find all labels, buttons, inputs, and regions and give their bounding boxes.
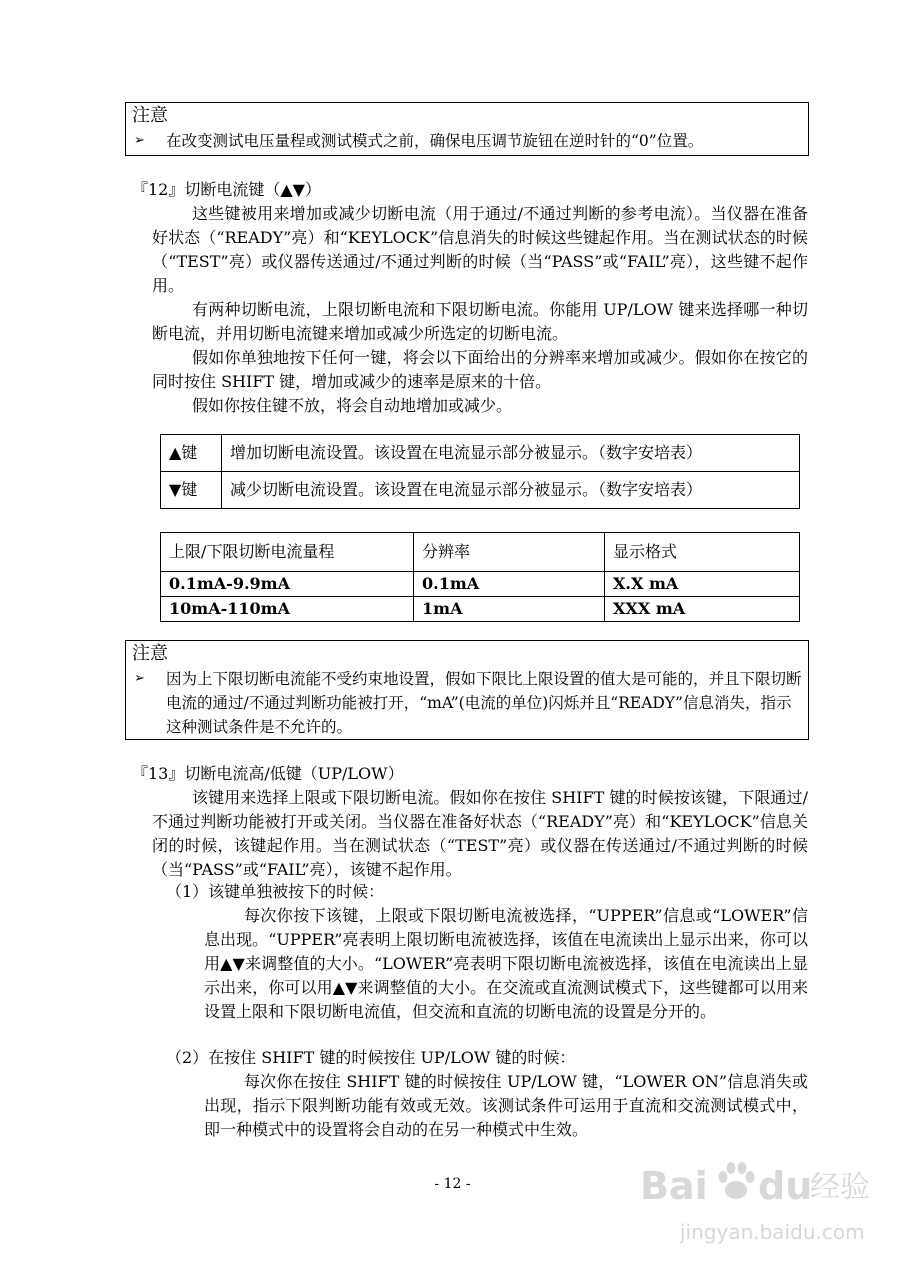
header-cell: 显示格式 bbox=[605, 533, 800, 572]
watermark-brand-2: du bbox=[758, 1164, 813, 1208]
table-row bbox=[161, 472, 800, 509]
section-12-title: 『12』切断电流键（▲▼） bbox=[132, 180, 321, 199]
table-cell: 0.1mA-9.9mA bbox=[161, 572, 414, 597]
section-12-paragraph-1: 这些键被用来增加或减少切断电流（用于通过/不通过判断的参考电流）。当仪器在准备好状态（“READY”亮）和“KEYLOCK”信息消失的时候这些键起作用。当在测试状态的时候（“TEST”亮）或仪器传送通过/不通过判断的时候（当“PASS”或“FAIL”亮），这些键不起作用。 bbox=[152, 204, 808, 295]
section-13-paragraph: 该键用来选择上限或下限切断电流。假如你在按住 SHIFT 键的时候按该键，下限通过/不通过判断功能被打开或关闭。当仪器在准备好状态（“READY”亮）和“KEYLOCK”信息关闭的时候，该键起作用。当在测试状态（“TEST”亮）或仪器在传送通过/不通过判断的时候（当“PASS”或“FAIL”亮），该键不起作用。 bbox=[152, 788, 808, 879]
section-13-title: 『13』切断电流高/低键（UP/LOW） bbox=[132, 764, 404, 783]
watermark-logo bbox=[640, 1160, 880, 1260]
arrow-bullet-icon: ➢ bbox=[134, 671, 145, 686]
sub-item-1-text: 每次你按下该键，上限或下限切断电流被选择，“UPPER”信息或“LOWER”信息出现。“UPPER”亮表明上限切断电流被选择，该值在电流读出上显示出来，你可以用▲▼来调整值的大小。“LOWER”亮表明下限切断电流被选择，该值在电流读出上显示出来，你可以用▲▼来调整值的大小。在交流或直流测试模式下，这些键都可以用来设置上限和下限切断电流值，但交流和直流的切断电流的设置是分开的。 bbox=[204, 906, 808, 1021]
note-text: 因为上下限切断电流能不受约束地设置，假如下限比上限设置的值大是可能的，并且下限切断电流的通过/不通过判断功能被打开，“mA”(电流的单位)闪烁并且“READY”信息消失，指示这种测试条件是不允许的。 bbox=[166, 670, 802, 736]
sub-item-1-title: （1）该键单独被按下的时候： bbox=[166, 882, 385, 901]
sub-item-2-title: （2）在按住 SHIFT 键的时候按住 UP/LOW 键的时候： bbox=[166, 1048, 576, 1067]
header-cell: 上限/下限切断电流量程 bbox=[161, 533, 414, 572]
table-cell: XXX mA bbox=[605, 597, 800, 622]
section-12-paragraph-4: 假如你按住键不放，将会自动地增加或减少。 bbox=[192, 396, 513, 415]
note-title: 注意 bbox=[132, 643, 168, 664]
watermark-brand: Bai bbox=[640, 1164, 708, 1208]
table-cell: 0.1mA bbox=[414, 572, 605, 597]
note-title: 注意 bbox=[132, 105, 168, 126]
section-12-paragraph-2: 有两种切断电流，上限切断电流和下限切断电流。你能用 UP/LOW 键来选择哪一种切断电流，并用切断电流键来增加或减少所选定的切断电流。 bbox=[152, 300, 808, 343]
table-header-row bbox=[161, 533, 800, 572]
header-cell: 分辨率 bbox=[414, 533, 605, 572]
table-row bbox=[161, 572, 800, 597]
table-cell: 10mA-110mA bbox=[161, 597, 414, 622]
note-item bbox=[126, 667, 808, 739]
key-desc-cell: 增加切断电流设置。该设置在电流显示部分被显示。（数字安培表） bbox=[222, 435, 800, 472]
table-cell: X.X mA bbox=[605, 572, 800, 597]
note-box-2 bbox=[125, 640, 809, 740]
watermark-url: jingyan.baidu.com bbox=[680, 1220, 865, 1244]
table-cell: 1mA bbox=[414, 597, 605, 622]
paw-icon bbox=[714, 1160, 758, 1204]
range-table bbox=[160, 532, 800, 622]
key-cell: ▼键 bbox=[161, 472, 222, 509]
table-row bbox=[161, 435, 800, 472]
note-text: 在改变测试电压量程或测试模式之前，确保电压调节旋钮在逆时针的“0”位置。 bbox=[166, 132, 704, 150]
note-box-1 bbox=[125, 102, 809, 156]
note-item bbox=[126, 129, 808, 153]
key-desc-cell: 减少切断电流设置。该设置在电流显示部分被显示。（数字安培表） bbox=[222, 472, 800, 509]
section-12-paragraph-3: 假如你单独地按下任何一键，将会以下面给出的分辨率来增加或减少。假如你在按它的同时按住 SHIFT 键，增加或减少的速率是原来的十倍。 bbox=[152, 348, 808, 391]
key-cell: ▲键 bbox=[161, 435, 222, 472]
watermark-brand-cn: 经验 bbox=[810, 1170, 870, 1205]
arrow-bullet-icon: ➢ bbox=[134, 133, 145, 148]
key-table bbox=[160, 434, 800, 509]
page-number: - 12 - bbox=[434, 1176, 471, 1192]
table-row bbox=[161, 597, 800, 622]
sub-item-2-text: 每次你在按住 SHIFT 键的时候按住 UP/LOW 键，“LOWER ON”信息消失或出现，指示下限判断功能有效或无效。该测试条件可运用于直流和交流测试模式中，即一种模式中的设置将会自动的在另一种模式中生效。 bbox=[204, 1072, 808, 1139]
